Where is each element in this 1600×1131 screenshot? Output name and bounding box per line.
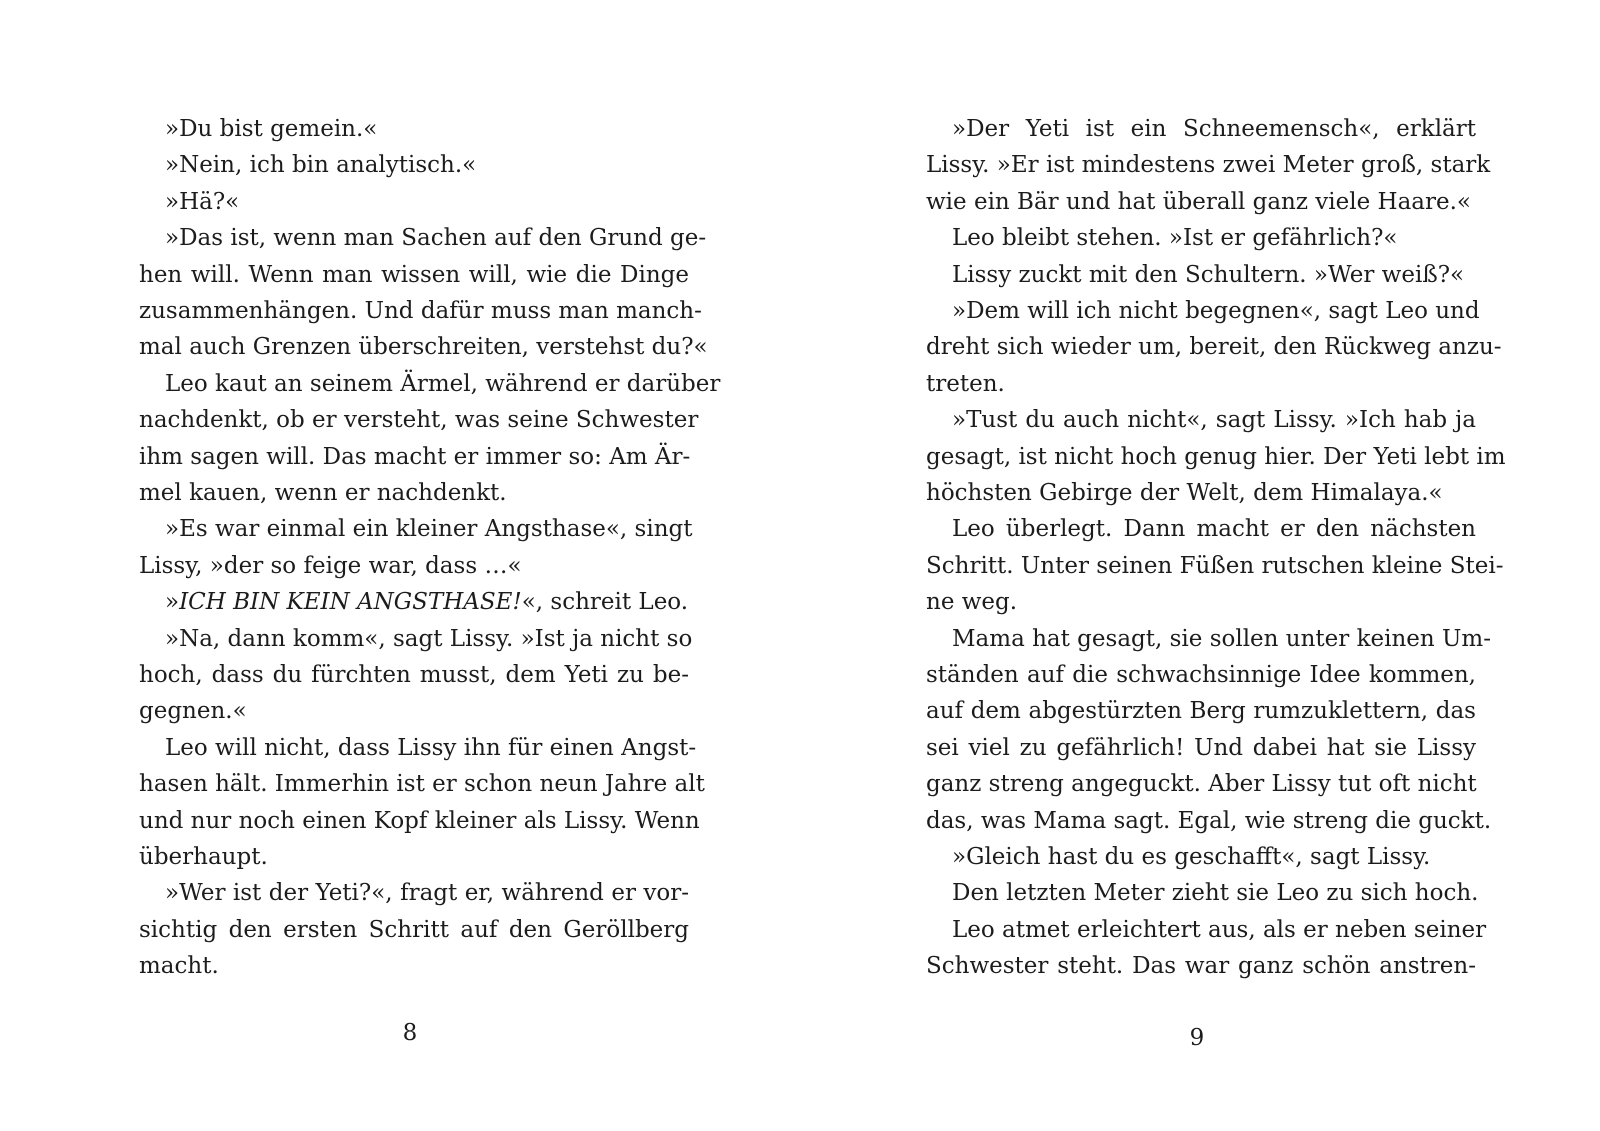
text-line: Leo bleibt stehen. »Ist er gefährlich?« bbox=[952, 225, 1398, 252]
text-line: höchsten Gebirge der Welt, dem Himalaya.« bbox=[926, 480, 1443, 506]
text-line: mel kauen, wenn er nachdenkt. bbox=[139, 480, 507, 506]
text-line: das, was Mama sagt. Egal, wie streng die guckt. bbox=[926, 807, 1492, 834]
text-line: »Das ist, wenn man Sachen auf den Grund ge- bbox=[165, 225, 707, 252]
right-page-number: 9 bbox=[1189, 1025, 1205, 1051]
text-line: »Gleich hast du es geschafft«, sagt Lissy. bbox=[952, 844, 1431, 870]
text-line: wie ein Bär und hat überall ganz viele Haare.« bbox=[926, 188, 1471, 215]
text-line: dreht sich wieder um, bereit, den Rückweg anzu- bbox=[926, 334, 1502, 361]
text-line: »Nein, ich bin analytisch.« bbox=[165, 152, 477, 179]
text-line: Den letzten Meter zieht sie Leo zu sich hoch. bbox=[952, 880, 1479, 907]
text-line: Schwester steht. Das war ganz schön anstren- bbox=[926, 953, 1476, 980]
text-line: ganz streng angeguckt. Aber Lissy tut oft nicht bbox=[926, 771, 1477, 798]
text-line: hasen hält. Immerhin ist er schon neun Jahre alt bbox=[139, 771, 705, 798]
text-line: Leo kaut an seinem Ärmel, während er darüber bbox=[165, 370, 721, 397]
text-line: Leo überlegt. Dann macht er den nächsten bbox=[952, 516, 1476, 543]
right-page bbox=[926, 111, 1506, 981]
text-line: auf dem abgestürzten Berg rumzuklettern, das bbox=[926, 698, 1476, 725]
text-line: Lissy, »der so feige war, dass …« bbox=[139, 552, 522, 579]
text-line: »Du bist gemein.« bbox=[165, 116, 378, 142]
text-line: »Dem will ich nicht begegnen«, sagt Leo und bbox=[952, 298, 1480, 324]
left-page bbox=[139, 111, 721, 981]
text-line: gegnen.« bbox=[139, 698, 247, 725]
text-line: nachdenkt, ob er versteht, was seine Schwester bbox=[139, 407, 699, 434]
text-line: »ICH BIN KEIN ANGSTHASE!«, schreit Leo. bbox=[165, 589, 689, 616]
text-line: und nur noch einen Kopf kleiner als Lissy. Wenn bbox=[139, 807, 700, 834]
text-line: Lissy zuckt mit den Schultern. »Wer weiß?« bbox=[952, 261, 1465, 288]
italic-text: ICH BIN KEIN ANGSTHASE! bbox=[179, 589, 522, 616]
text-line: sichtig den ersten Schritt auf den Geröllberg bbox=[139, 916, 689, 943]
text-line: Lissy. »Er ist mindestens zwei Meter groß, stark bbox=[926, 152, 1491, 179]
text-line: ständen auf die schwachsinnige Idee kommen, bbox=[926, 662, 1476, 688]
text-line: Leo will nicht, dass Lissy ihn für einen Angst- bbox=[165, 734, 697, 761]
text-line: gesagt, ist nicht hoch genug hier. Der Yeti lebt im bbox=[926, 443, 1506, 470]
text-line: »Wer ist der Yeti?«, fragt er, während er vor- bbox=[165, 880, 689, 907]
text-line: »Tust du auch nicht«, sagt Lissy. »Ich hab ja bbox=[952, 407, 1476, 434]
text-line: hoch, dass du fürchten musst, dem Yeti zu be- bbox=[139, 662, 689, 688]
text-line: überhaupt. bbox=[139, 844, 268, 870]
text-line: macht. bbox=[139, 953, 219, 980]
text-line: sei viel zu gefährlich! Und dabei hat sie Lissy bbox=[926, 734, 1476, 761]
text-line: ihm sagen will. Das macht er immer so: Am Är- bbox=[139, 443, 691, 470]
text-line: Mama hat gesagt, sie sollen unter keinen Um- bbox=[952, 625, 1491, 652]
text-line: »Es war einmal ein kleiner Angsthase«, singt bbox=[165, 516, 693, 543]
text-line: mal auch Grenzen überschreiten, verstehst du?« bbox=[139, 334, 708, 361]
text-line: hen will. Wenn man wissen will, wie die Dinge bbox=[139, 261, 689, 288]
text-line: »Na, dann komm«, sagt Lissy. »Ist ja nicht so bbox=[165, 625, 693, 652]
text-line: Leo atmet erleichtert aus, als er neben seiner bbox=[952, 916, 1487, 943]
left-page-number: 8 bbox=[402, 1020, 418, 1046]
text-line: »Hä?« bbox=[165, 188, 240, 215]
text-line: Schritt. Unter seinen Füßen rutschen kleine Stei- bbox=[926, 552, 1504, 579]
text-line: zusammenhängen. Und dafür muss man manch- bbox=[139, 298, 702, 324]
text-line: »Der Yeti ist ein Schneemensch«, erklärt bbox=[952, 116, 1476, 142]
text-line: treten. bbox=[926, 370, 1005, 397]
text-line: ne weg. bbox=[926, 589, 1018, 616]
